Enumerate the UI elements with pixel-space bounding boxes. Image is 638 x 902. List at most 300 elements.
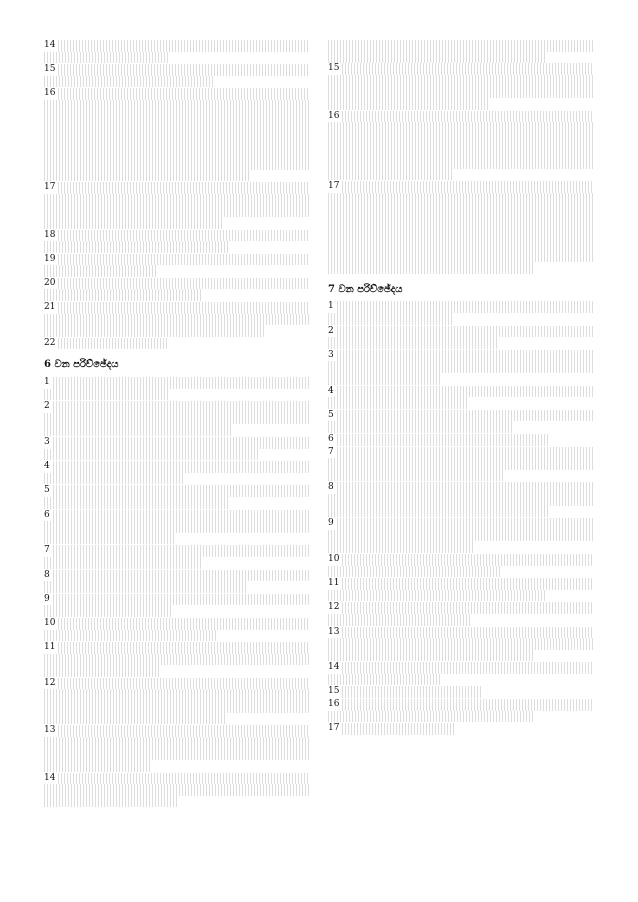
verse-number: 4 — [44, 461, 50, 472]
verse-number: 16 — [328, 699, 340, 710]
text-fill — [44, 146, 310, 158]
verse-number: 1 — [44, 377, 50, 388]
verse-number: 11 — [44, 642, 56, 653]
text-fill — [328, 541, 474, 553]
text-fill — [328, 145, 594, 157]
text-line — [44, 205, 310, 217]
verse-number: 19 — [44, 253, 56, 264]
text-line — [328, 75, 594, 87]
text-line — [328, 434, 594, 446]
verse — [328, 482, 594, 517]
text-fill — [328, 614, 472, 626]
verse — [328, 686, 594, 698]
text-line — [328, 554, 594, 566]
verse-number: 3 — [44, 437, 50, 447]
text-fill — [328, 313, 453, 325]
text-fill — [44, 533, 174, 545]
text-line — [328, 699, 594, 711]
verse — [44, 437, 310, 460]
text-fill — [328, 262, 535, 274]
text-line — [44, 654, 310, 666]
text-fill — [58, 40, 310, 52]
verse — [44, 725, 310, 771]
text-line — [328, 482, 594, 494]
text-fill — [44, 413, 310, 425]
text-fill — [337, 326, 594, 338]
verse — [328, 301, 594, 324]
text-fill — [328, 650, 535, 662]
verse-number: 22 — [44, 337, 56, 348]
text-line — [44, 784, 310, 796]
text-fill — [53, 545, 310, 557]
text-line — [328, 470, 594, 482]
text-fill — [337, 410, 594, 422]
verse-number: 14 — [44, 772, 56, 783]
text-fill — [342, 627, 594, 639]
verse-number: 12 — [328, 602, 340, 613]
text-line — [328, 650, 594, 662]
verse — [44, 594, 310, 617]
text-fill — [328, 122, 594, 134]
text-line — [44, 52, 310, 64]
text-fill — [44, 100, 310, 112]
verse-number: 16 — [328, 110, 340, 121]
text-line — [328, 337, 594, 349]
text-line — [328, 638, 594, 650]
text-fill — [328, 157, 594, 169]
text-fill — [44, 389, 169, 401]
verse-number: 11 — [328, 578, 340, 589]
text-line — [328, 421, 594, 433]
text-line — [44, 570, 310, 582]
verse-number: 21 — [44, 302, 56, 313]
text-fill — [342, 554, 594, 566]
text-fill — [58, 88, 310, 100]
verse — [328, 699, 594, 722]
verse-number: 18 — [44, 229, 56, 240]
verse-number: 13 — [328, 626, 340, 637]
verse — [44, 182, 310, 228]
verse-number: 4 — [328, 385, 334, 396]
text-fill — [328, 506, 549, 518]
verse — [44, 510, 310, 545]
text-line — [328, 458, 594, 470]
text-fill — [58, 725, 310, 737]
verse-number: 13 — [44, 725, 56, 736]
text-line — [328, 711, 594, 723]
text-fill — [44, 784, 310, 796]
text-fill — [342, 63, 594, 75]
text-fill — [53, 594, 310, 606]
text-line — [44, 278, 310, 290]
text-fill — [44, 630, 217, 642]
text-fill — [328, 75, 594, 87]
text-fill — [342, 111, 594, 123]
verse-number: 5 — [44, 485, 50, 496]
text-fill — [44, 654, 310, 666]
verse — [328, 723, 594, 735]
verse — [328, 63, 594, 109]
text-line — [328, 518, 594, 530]
left-section-verses — [44, 377, 310, 807]
text-line — [328, 122, 594, 134]
text-fill — [328, 204, 594, 216]
text-line — [328, 313, 594, 325]
text-fill — [328, 337, 498, 349]
text-line — [328, 662, 594, 674]
text-line — [44, 135, 310, 147]
text-line — [328, 686, 594, 698]
text-line — [44, 581, 310, 593]
text-fill — [53, 401, 310, 413]
text-line — [328, 386, 594, 398]
verse — [328, 181, 594, 274]
verse — [44, 545, 310, 568]
text-line — [44, 64, 310, 76]
verse-number: 17 — [44, 182, 56, 193]
text-fill — [44, 581, 246, 593]
text-line — [44, 689, 310, 701]
text-fill — [53, 510, 310, 522]
text-line — [44, 302, 310, 314]
text-fill — [58, 678, 310, 690]
verse — [44, 302, 310, 337]
text-fill — [337, 434, 550, 446]
verse — [328, 350, 594, 385]
text-line — [44, 194, 310, 206]
text-line — [44, 796, 310, 808]
verse — [44, 230, 310, 253]
text-fill — [328, 228, 594, 240]
text-line — [44, 123, 310, 135]
verse-number: 3 — [328, 349, 334, 360]
verse — [328, 578, 594, 601]
text-fill — [328, 638, 594, 650]
verse — [44, 64, 310, 87]
text-line — [44, 100, 310, 112]
text-fill — [44, 76, 214, 88]
verse — [44, 678, 310, 724]
text-fill — [44, 112, 310, 124]
text-line — [44, 241, 310, 253]
text-fill — [328, 566, 501, 578]
text-fill — [44, 796, 177, 808]
text-line — [44, 725, 310, 737]
verse-number: 7 — [44, 545, 50, 556]
text-fill — [328, 239, 594, 251]
text-fill — [58, 64, 310, 76]
right-column — [328, 40, 594, 862]
text-line — [328, 193, 594, 205]
text-line — [44, 497, 310, 509]
text-fill — [44, 713, 225, 725]
verse — [328, 410, 594, 433]
text-fill — [337, 386, 594, 398]
verse-number: 20 — [44, 277, 56, 288]
text-line — [44, 713, 310, 725]
text-line — [44, 401, 310, 413]
verse — [44, 377, 310, 400]
text-line — [44, 510, 310, 522]
text-fill — [337, 482, 594, 494]
right-top-verses — [328, 63, 594, 274]
text-line — [328, 40, 594, 52]
verse — [328, 447, 594, 482]
text-line — [44, 230, 310, 242]
text-fill — [58, 338, 167, 350]
text-line — [44, 642, 310, 654]
text-fill — [44, 194, 310, 206]
text-line — [328, 590, 594, 602]
text-fill — [53, 437, 310, 449]
text-fill — [58, 773, 310, 785]
text-fill — [328, 98, 490, 110]
text-line — [328, 228, 594, 240]
verse-number: 14 — [328, 662, 340, 673]
text-line — [328, 145, 594, 157]
verse — [44, 485, 310, 508]
text-line — [328, 674, 594, 686]
left-column — [44, 40, 310, 862]
text-line — [328, 494, 594, 506]
text-line — [328, 169, 594, 181]
text-line — [328, 447, 594, 459]
text-line — [44, 533, 310, 545]
verse-number: 17 — [328, 723, 340, 734]
verse — [44, 618, 310, 641]
verse-number: 9 — [328, 518, 334, 529]
text-fill — [58, 618, 310, 630]
verse — [44, 642, 310, 677]
text-line — [328, 566, 594, 578]
text-fill — [328, 530, 594, 542]
text-line — [328, 602, 594, 614]
text-fill — [58, 182, 310, 194]
verse — [328, 434, 594, 446]
text-fill — [58, 302, 310, 314]
text-line — [44, 701, 310, 713]
text-line — [328, 578, 594, 590]
text-fill — [44, 748, 310, 760]
text-line — [44, 112, 310, 124]
text-fill — [328, 470, 504, 482]
text-fill — [44, 123, 310, 135]
text-fill — [328, 421, 514, 433]
verse — [44, 338, 310, 350]
text-fill — [44, 217, 222, 229]
text-line — [44, 665, 310, 677]
text-line — [328, 397, 594, 409]
right-section-verses — [328, 301, 594, 734]
text-line — [328, 216, 594, 228]
text-line — [44, 170, 310, 182]
verse — [328, 662, 594, 685]
text-fill — [342, 699, 594, 711]
text-fill — [342, 602, 594, 614]
text-line — [328, 723, 594, 735]
text-fill — [337, 518, 594, 530]
verse-number: 6 — [44, 509, 50, 520]
verse-number: 15 — [328, 63, 340, 74]
text-line — [44, 254, 310, 266]
text-line — [44, 182, 310, 194]
text-line — [44, 40, 310, 52]
text-line — [328, 361, 594, 373]
text-fill — [44, 701, 310, 713]
verse-number: 8 — [328, 482, 334, 493]
text-line — [44, 737, 310, 749]
text-line — [328, 350, 594, 362]
text-line — [44, 605, 310, 617]
text-fill — [44, 689, 310, 701]
text-line — [44, 748, 310, 760]
verse-number: 1 — [328, 301, 334, 312]
text-line — [44, 485, 310, 497]
text-fill — [328, 711, 533, 723]
text-line — [328, 373, 594, 385]
text-line — [44, 424, 310, 436]
text-line — [328, 239, 594, 251]
verse-number: 7 — [328, 446, 334, 457]
text-line — [44, 630, 310, 642]
text-line — [328, 301, 594, 313]
text-line — [44, 289, 310, 301]
text-line — [328, 530, 594, 542]
text-line — [328, 541, 594, 553]
verse-number: 6 — [328, 434, 334, 444]
text-fill — [328, 193, 594, 205]
text-fill — [44, 158, 310, 170]
verse-number: 12 — [44, 677, 56, 688]
text-line — [44, 545, 310, 557]
text-line — [44, 594, 310, 606]
text-fill — [44, 424, 233, 436]
text-line — [44, 449, 310, 461]
text-fill — [44, 205, 310, 217]
text-fill — [342, 662, 594, 674]
text-fill — [328, 590, 546, 602]
text-fill — [44, 289, 201, 301]
text-fill — [342, 578, 594, 590]
text-line — [328, 157, 594, 169]
text-fill — [328, 494, 594, 506]
text-fill — [53, 485, 310, 497]
text-fill — [58, 254, 310, 266]
text-line — [44, 521, 310, 533]
verse — [44, 254, 310, 277]
text-fill — [44, 665, 161, 677]
text-line — [328, 251, 594, 263]
verse — [44, 40, 310, 63]
text-fill — [58, 642, 310, 654]
text-fill — [328, 458, 594, 470]
text-fill — [58, 278, 310, 290]
text-line — [44, 773, 310, 785]
verse-number: 10 — [328, 553, 340, 564]
text-fill — [328, 361, 594, 373]
text-line — [44, 88, 310, 100]
text-line — [328, 204, 594, 216]
text-line — [328, 181, 594, 193]
verse — [44, 88, 310, 181]
verse-number: 15 — [44, 64, 56, 75]
verse-number: 16 — [44, 88, 56, 99]
text-fill — [44, 265, 156, 277]
text-line — [328, 86, 594, 98]
left-top-verses — [44, 40, 310, 349]
verse — [44, 773, 310, 808]
text-line — [44, 678, 310, 690]
text-fill — [337, 350, 594, 362]
text-line — [328, 134, 594, 146]
text-line — [44, 618, 310, 630]
text-line — [328, 614, 594, 626]
text-fill — [342, 686, 483, 698]
text-fill — [328, 134, 594, 146]
text-line — [44, 473, 310, 485]
verse — [328, 386, 594, 409]
verse — [44, 461, 310, 484]
verse — [44, 278, 310, 301]
text-line — [44, 760, 310, 772]
text-line — [328, 262, 594, 274]
text-line — [328, 98, 594, 110]
text-fill — [44, 605, 172, 617]
section-heading-7: 7 වන පරිච්ඡේදය — [328, 283, 403, 295]
text-line — [44, 314, 310, 326]
text-line — [328, 326, 594, 338]
text-fill — [53, 377, 310, 389]
text-line — [44, 557, 310, 569]
text-fill — [44, 557, 201, 569]
text-line — [328, 52, 546, 64]
verse-number: 15 — [328, 686, 340, 697]
verse — [44, 570, 310, 593]
text-fill — [328, 251, 594, 263]
text-fill — [328, 216, 594, 228]
text-line — [44, 158, 310, 170]
verse — [328, 554, 594, 577]
text-fill — [337, 447, 594, 459]
text-line — [44, 338, 310, 350]
text-fill — [44, 521, 310, 533]
text-fill — [328, 674, 442, 686]
text-line — [44, 389, 310, 401]
verse-number: 2 — [328, 325, 334, 336]
text-line — [44, 413, 310, 425]
verse — [328, 518, 594, 553]
text-fill — [328, 86, 594, 98]
verse-number: 10 — [44, 617, 56, 628]
text-line — [44, 437, 310, 449]
verse — [328, 602, 594, 625]
text-fill — [44, 325, 265, 337]
verse-number: 8 — [44, 569, 50, 580]
verse-number: 14 — [44, 40, 56, 50]
text-line — [44, 377, 310, 389]
text-line — [328, 410, 594, 422]
text-fill — [44, 449, 259, 461]
text-line — [44, 217, 310, 229]
text-line — [44, 76, 310, 88]
text-fill — [328, 169, 453, 181]
text-fill — [342, 723, 454, 735]
verse-number: 17 — [328, 181, 340, 192]
text-fill — [328, 373, 442, 385]
text-fill — [44, 135, 310, 147]
text-fill — [44, 497, 230, 509]
text-fill — [342, 181, 594, 193]
